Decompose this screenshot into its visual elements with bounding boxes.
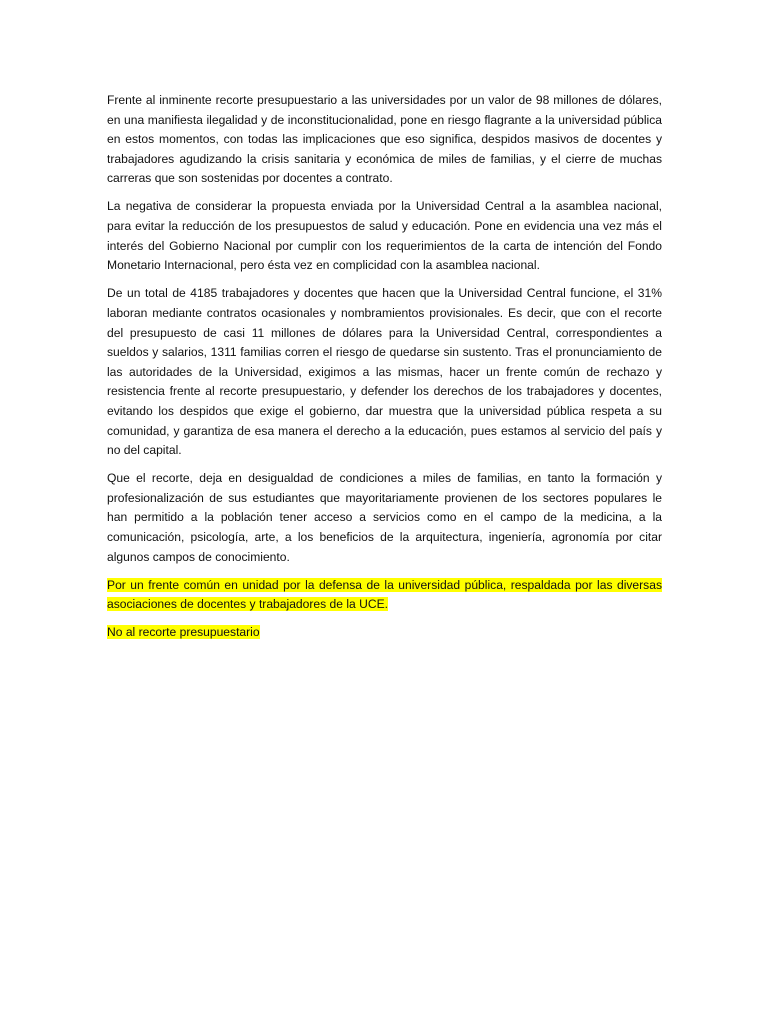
highlighted-slogan (107, 623, 662, 643)
paragraph-workers-impact: De un total de 4185 trabajadores y docentes que hacen que la Universidad Central funcione, el 31% laboran mediante contratos ocasionales y nombramientos provisionales. Es decir, que con el recorte del presupuesto de casi 11 millones de dólares para la Universidad Central, correspondientes a sueldos y salarios, 1311 familias corren el riesgo de quedarse sin sustento. Tras el pronunciamiento de las autoridades de la Universidad, exigimos a las mismas, hacer un frente común de rechazo y resistencia frente al recorte presupuestario, y defender los derechos de los trabajadores y docentes, evitando los despidos que exige el gobierno, dar muestra que la universidad pública respeta a su comunidad, y garantiza de esa manera el derecho a la educación, pues estamos al servicio del país y no del capital. (107, 286, 662, 458)
document-body (107, 91, 662, 651)
paragraph-budget-cut: Frente al inminente recorte presupuestario a las universidades por un valor de 98 millones de dólares, en una manifiesta ilegalidad y de inconstitucionalidad, pone en riesgo flagrante a la universidad pública en estos momentos, con todas las implicaciones que eso significa, despidos masivos de docentes y trabajadores agudizando la crisis sanitaria y económica de miles de familias, y el cierre de muchas carreras que son sostenidas por docentes a contrato. (107, 93, 662, 186)
paragraph-proposal-rejection: La negativa de considerar la propuesta enviada por la Universidad Central a la asamblea nacional, para evitar la reducción de los presupuestos de salud y educación. Pone en evidencia una vez más el interés del Gobierno Nacional por cumplir con los requerimientos de la carta de intención del Fondo Monetario Internacional, pero ésta vez en complicidad con la asamblea nacional. (107, 199, 662, 273)
highlighted-call-to-action (107, 576, 662, 615)
paragraph-inequality: Que el recorte, deja en desigualdad de condiciones a miles de familias, en tanto la formación y profesionalización de sus estudiantes que mayoritariamente provienen de los sectores populares le han permitido a la población tener acceso a servicios como en el campo de la medicina, a la comunicación, psicología, arte, a los beneficios de la arquitectura, ingeniería, agronomía por citar algunos campos de conocimiento. (107, 471, 662, 564)
highlight-united-front: Por un frente común en unidad por la defensa de la universidad pública, respaldada por las diversas asociaciones de docentes y trabajadores de la UCE. (107, 577, 662, 612)
highlight-no-budget-cut: No al recorte presupuestario (107, 625, 260, 640)
